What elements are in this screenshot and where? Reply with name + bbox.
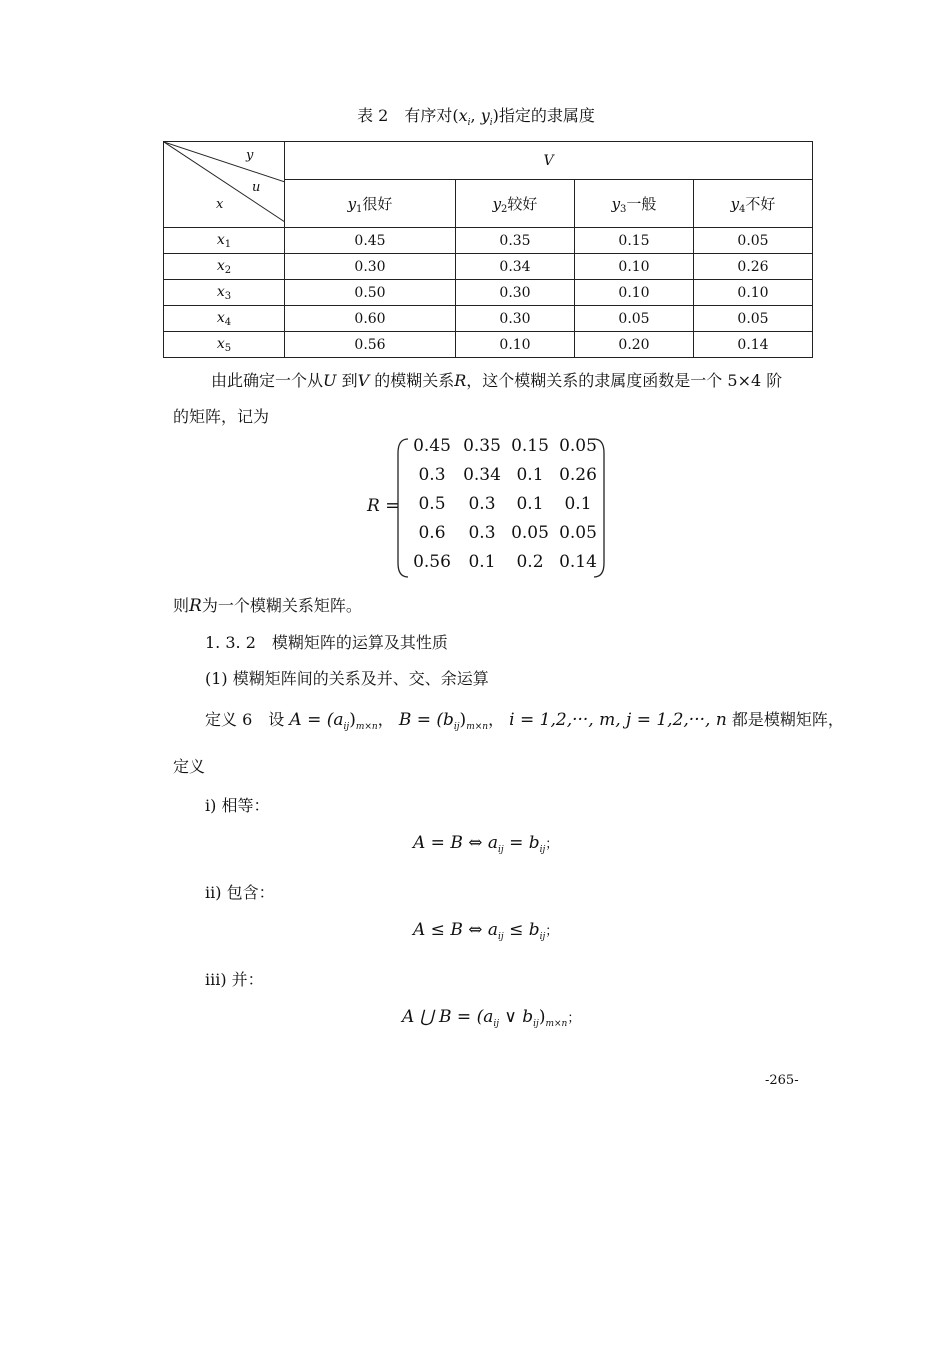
column-header-2: [456, 180, 575, 228]
row-header: [164, 332, 285, 358]
matrix-entry: 0.45: [413, 436, 451, 456]
column-label: 不好: [745, 194, 776, 213]
matrix-lhs: R =: [367, 496, 400, 516]
row-var: x: [216, 231, 225, 248]
matrix-entry: 0.15: [511, 436, 549, 456]
matrix-entry: 0.14: [559, 552, 597, 572]
table-cell: 0.50: [285, 280, 456, 306]
column-subscript: 1: [356, 203, 363, 215]
column-var: y: [611, 194, 621, 213]
matrix-entry: 0.1: [564, 494, 592, 514]
group-header-v: V: [285, 142, 813, 180]
table-cell: 0.35: [456, 228, 575, 254]
row-var: x: [216, 309, 225, 326]
definition-6: 定义 6 设 $A = (a_{ij})_{m\times n}$， $B = (b_{ij})_{m\times n}$， i = 1,2,···, m, j = 1,2,···, n 都是模糊矩阵，: [205, 710, 844, 732]
row-subscript: 4: [224, 316, 232, 328]
column-subscript: 4: [739, 203, 746, 215]
matrix-entry: 0.26: [559, 465, 597, 485]
table-cell: 0.10: [456, 332, 575, 358]
item-union-label: iii) 并：: [205, 970, 264, 989]
matrix-entry: 0.34: [463, 465, 501, 485]
table-cell: 0.30: [456, 306, 575, 332]
row-subscript: 1: [224, 238, 232, 250]
table-corner-cell: [164, 142, 285, 228]
table-cell: 0.05: [694, 306, 813, 332]
column-label: 较好: [507, 194, 538, 213]
table-cell: 0.10: [575, 254, 694, 280]
matrix-entry: 0.1: [468, 552, 496, 572]
table-cell: 0.30: [285, 254, 456, 280]
row-var: x: [216, 257, 225, 274]
table-cell: 0.60: [285, 306, 456, 332]
matrix-entry: 0.1: [516, 465, 544, 485]
formula-inclusion: A ≤ B ⇔ $a_{ij} \le b_{ij}$；: [413, 920, 559, 942]
table-cell: 0.14: [694, 332, 813, 358]
matrix-entry: 0.3: [468, 494, 496, 514]
item-equality-label: i) 相等：: [205, 796, 270, 815]
column-header-3: [575, 180, 694, 228]
table-row: [164, 254, 813, 280]
table-cell: 0.10: [575, 280, 694, 306]
matrix-entry: 0.56: [413, 552, 451, 572]
column-label: 一般: [626, 194, 657, 213]
paragraph-relation: 由此确定一个从U 到V 的模糊关系R，这个模糊关系的隶属度函数是一个 5×4 阶: [211, 371, 783, 390]
page-number: -265-: [765, 1073, 799, 1088]
corner-label-u: u: [252, 180, 261, 195]
table-row: [164, 332, 813, 358]
row-header: [164, 306, 285, 332]
matrix-entry: 0.3: [418, 465, 446, 485]
matrix-entry: 0.35: [463, 436, 501, 456]
table-caption: 表 2 有序对($x_i$, $y_i$)指定的隶属度: [357, 106, 595, 128]
row-var: x: [216, 335, 225, 352]
column-subscript: 3: [620, 203, 627, 215]
item-inclusion-label: ii) 包含：: [205, 883, 275, 902]
definition-line2: 定义: [173, 757, 206, 776]
table-cell: 0.15: [575, 228, 694, 254]
paragraph-matrix-statement: 则R为一个模糊关系矩阵。: [173, 596, 362, 616]
paragraph-relation-line2: 的矩阵，记为: [173, 407, 270, 426]
row-subscript: 3: [224, 290, 232, 302]
table-cell: 0.30: [456, 280, 575, 306]
matrix-entry: 0.3: [468, 523, 496, 543]
matrix-entry: 0.2: [516, 552, 544, 572]
row-header: [164, 280, 285, 306]
section-heading: 1. 3. 2 模糊矩阵的运算及其性质: [205, 633, 448, 652]
matrix-entry: 0.05: [511, 523, 549, 543]
column-header-1: [285, 180, 456, 228]
table-cell: 0.26: [694, 254, 813, 280]
table-cell: 0.05: [694, 228, 813, 254]
table-row: [164, 280, 813, 306]
table-cell: 0.05: [575, 306, 694, 332]
row-subscript: 2: [224, 264, 232, 276]
table-row: [164, 228, 813, 254]
formula-equality: A = B ⇔ $a_{ij} = b_{ij}$；: [413, 833, 559, 855]
corner-diagonal-lines: [164, 142, 285, 228]
matrix-entry: 0.05: [559, 436, 597, 456]
column-var: y: [730, 194, 740, 213]
row-var: x: [216, 283, 225, 300]
column-var: y: [492, 194, 502, 213]
table-cell: 0.10: [694, 280, 813, 306]
table-cell: 0.45: [285, 228, 456, 254]
column-var: y: [347, 194, 357, 213]
corner-label-x: x: [216, 197, 224, 212]
matrix-entry: 0.1: [516, 494, 544, 514]
table-cell: 0.34: [456, 254, 575, 280]
table-cell: 0.56: [285, 332, 456, 358]
row-header: [164, 254, 285, 280]
matrix-entry: 0.5: [418, 494, 446, 514]
row-subscript: 5: [224, 342, 232, 354]
formula-union: A ⋃ $B = (a_{ij}$ ∨ $b_{ij})_{m\times n}$；: [402, 1007, 581, 1029]
membership-table: [163, 141, 813, 358]
table-row: [164, 306, 813, 332]
matrix-entry: 0.05: [559, 523, 597, 543]
column-subscript: 2: [501, 203, 508, 215]
subsection-heading: (1) 模糊矩阵间的关系及并、交、余运算: [205, 669, 489, 688]
table-cell: 0.20: [575, 332, 694, 358]
matrix-entry: 0.6: [418, 523, 446, 543]
column-label: 很好: [362, 194, 393, 213]
row-header: [164, 228, 285, 254]
corner-label-y: y: [246, 148, 254, 163]
column-header-4: [694, 180, 813, 228]
